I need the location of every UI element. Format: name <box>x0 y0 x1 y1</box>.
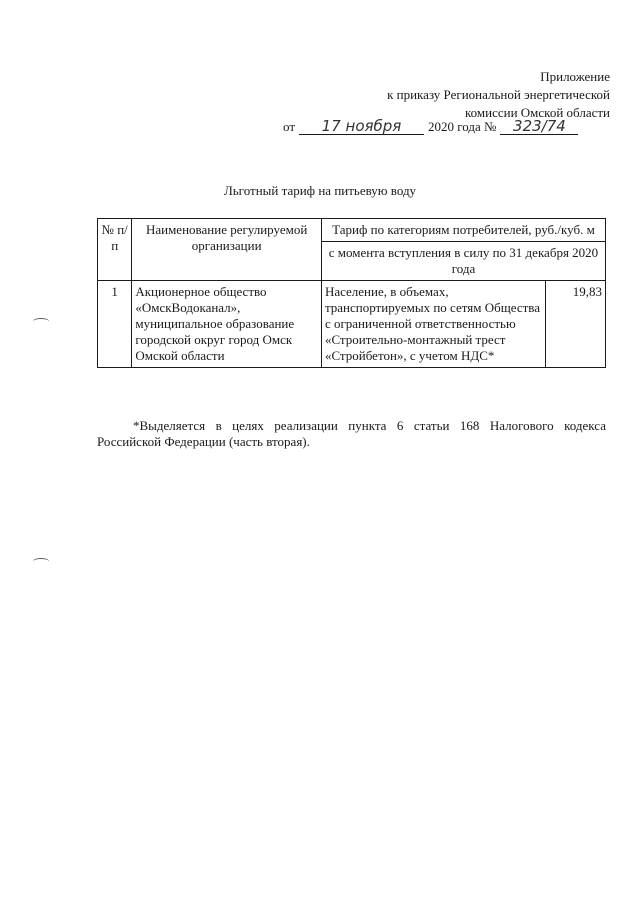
row-consumer-category: Население, в объемах, транспортируемых по сетям Общества с ограниченной ответственностью «Строительно-монтажный трест «Стройбетон», с учетом НДС* <box>321 281 545 368</box>
commission-name: комиссии Омской области <box>465 105 610 120</box>
handwritten-date: 17 ноября <box>299 118 424 135</box>
appendix-label: Приложение <box>540 69 610 84</box>
year-text: 2020 года № <box>428 119 497 134</box>
header-number: № п/п <box>98 219 132 281</box>
header-organization: Наименование регулируемой организации <box>132 219 322 281</box>
table-header-row <box>98 219 606 242</box>
header-tariff: Тариф по категориям потребителей, руб./куб. м <box>321 219 605 242</box>
date-prefix: от <box>283 119 296 134</box>
row-number: 1 <box>98 281 132 368</box>
order-reference: к приказу Региональной энергетической <box>387 87 610 102</box>
row-organization: Акционерное общество «ОмскВодоканал», муниципальное образование городской округ город Омск Омской области <box>132 281 322 368</box>
order-date-line <box>283 118 578 135</box>
tariff-table <box>97 218 606 368</box>
appendix-header <box>387 68 610 122</box>
handwritten-order-number: 323/74 <box>500 118 578 135</box>
row-tariff-value: 19,83 <box>546 281 606 368</box>
scan-mark <box>33 558 49 565</box>
scan-mark <box>33 318 49 325</box>
footnote: *Выделяется в целях реализации пункта 6 статьи 168 Налогового кодекса Российской Федерации (часть вторая). <box>97 418 606 449</box>
document-title: Льготный тариф на питьевую воду <box>223 183 417 198</box>
header-period: с момента вступления в силу по 31 декабря 2020 года <box>321 242 605 281</box>
table-row <box>98 281 606 368</box>
